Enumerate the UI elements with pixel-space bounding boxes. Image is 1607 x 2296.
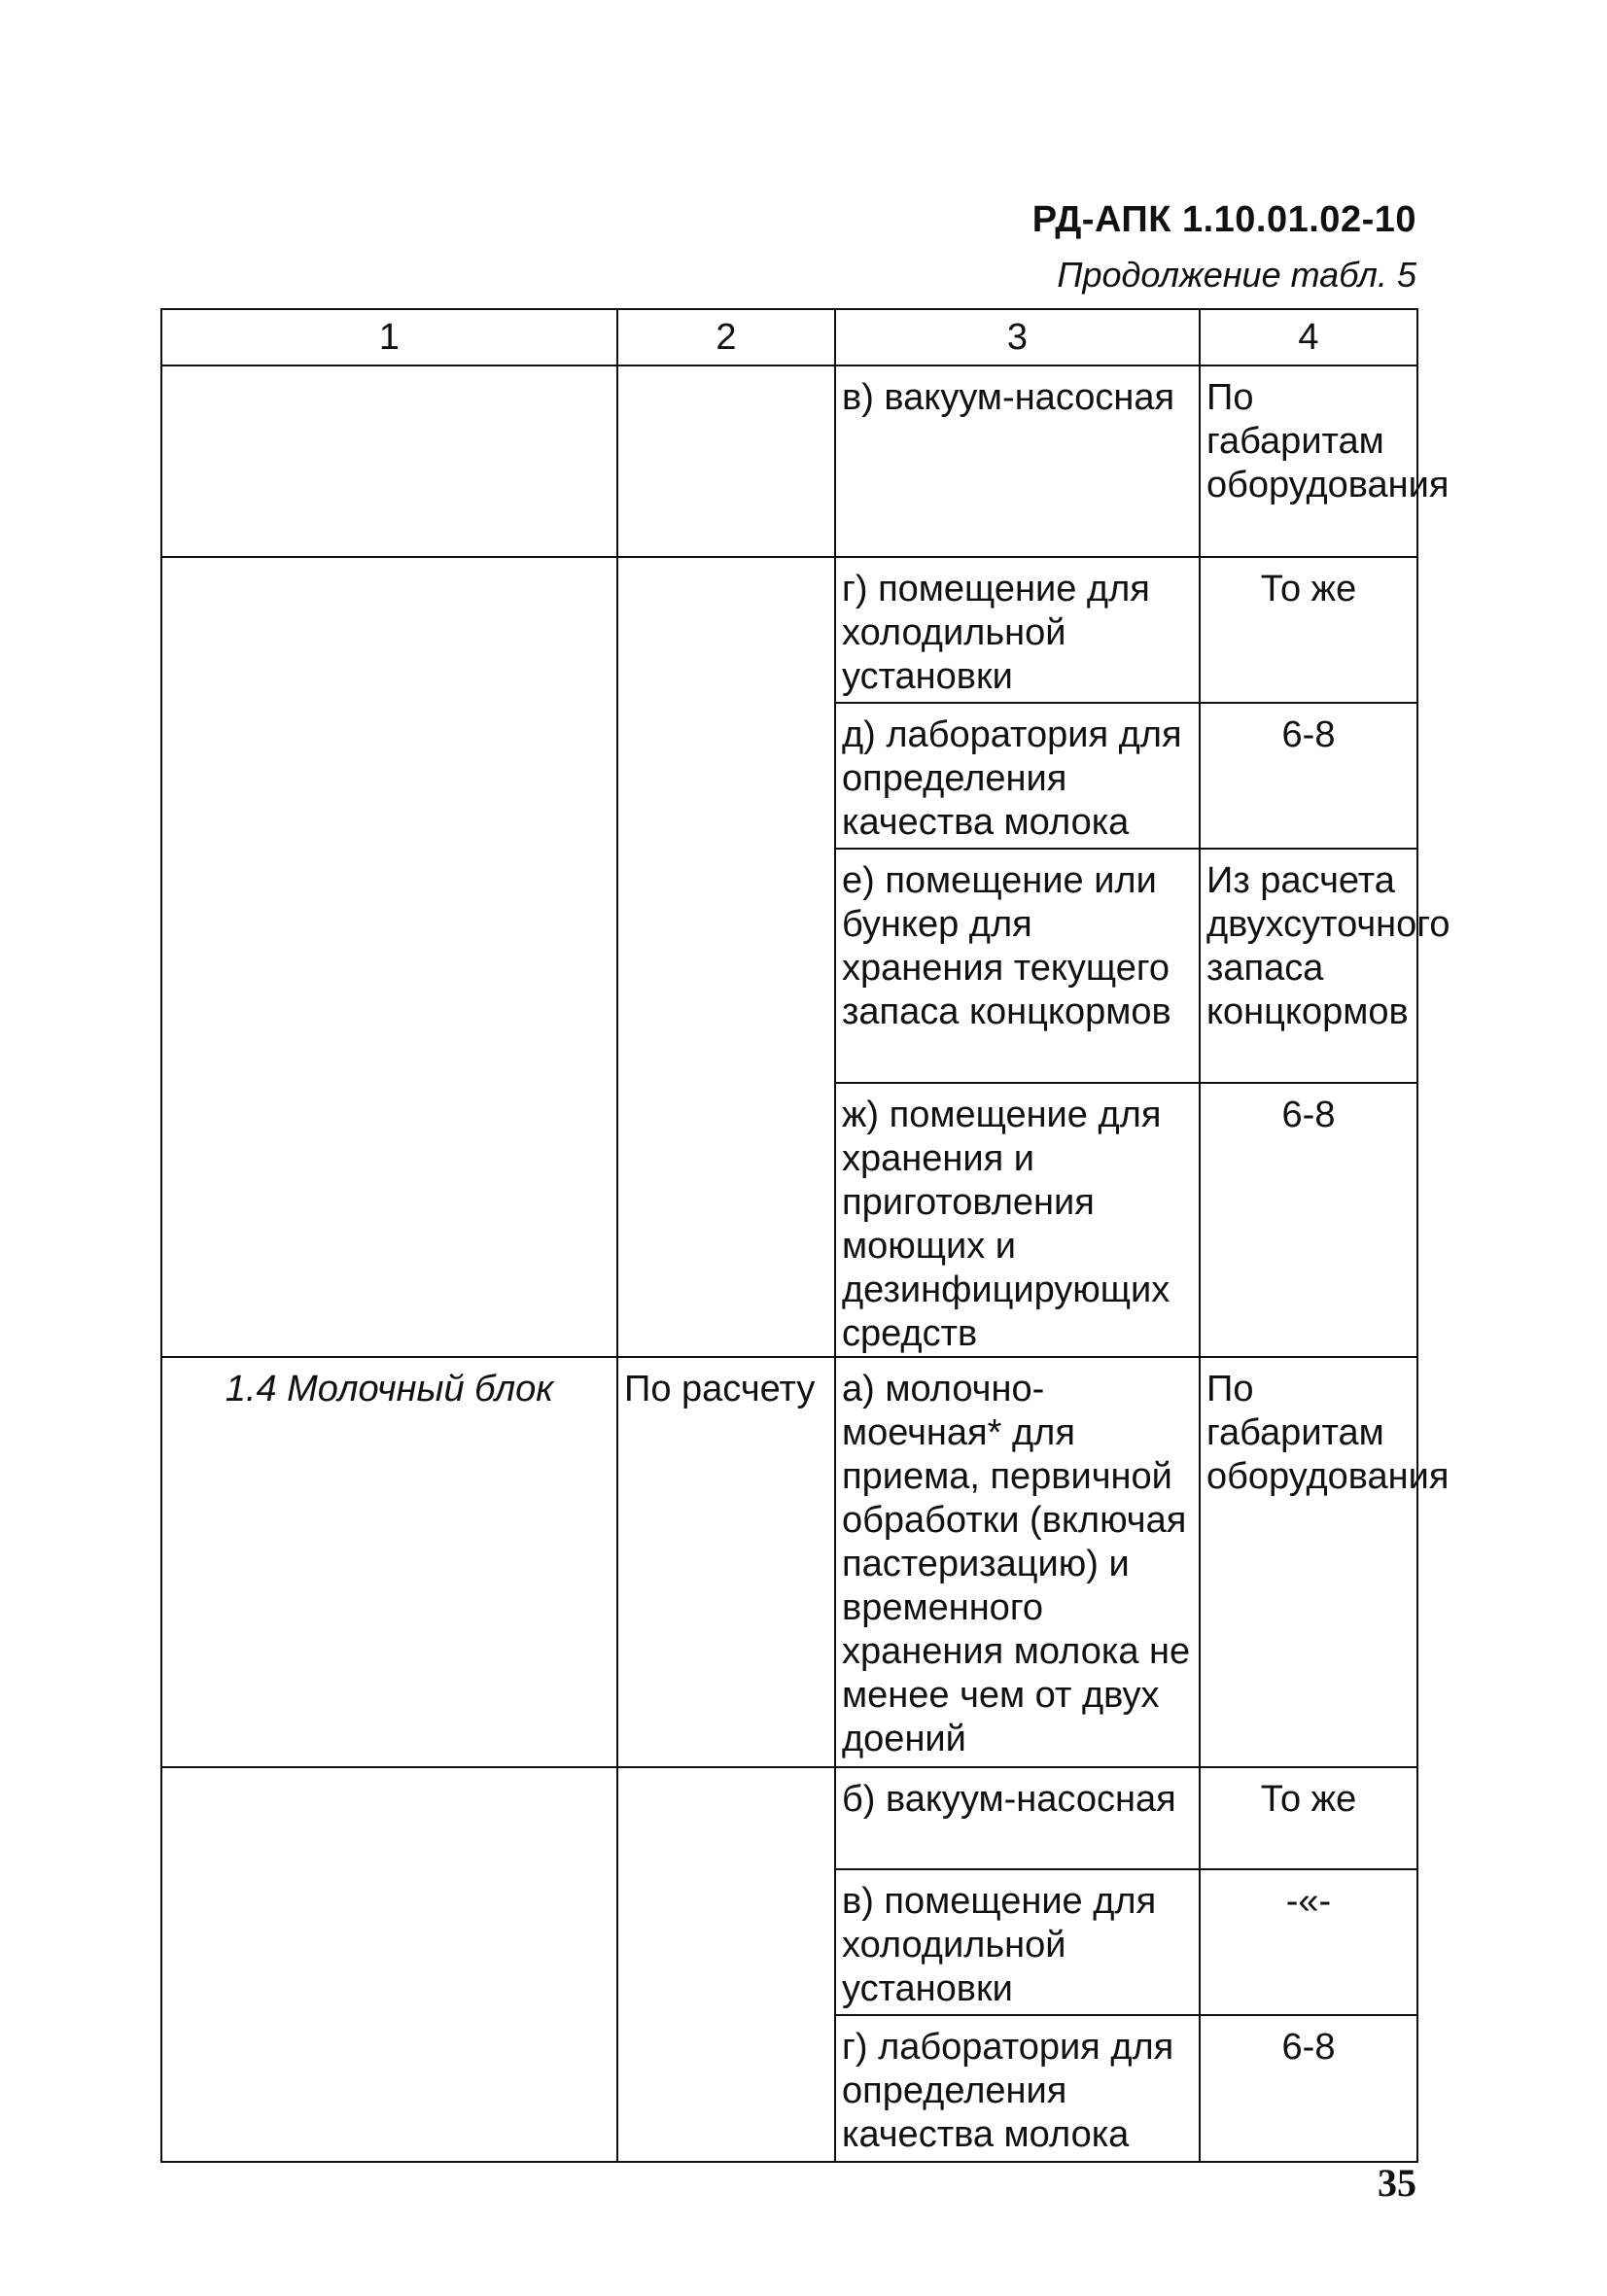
cell-section	[161, 1767, 617, 2162]
cell-area: 6-8	[1200, 1083, 1417, 1357]
cell-room: в) вакуум-насосная	[835, 365, 1200, 557]
cell-area: -«-	[1200, 1869, 1417, 2015]
cell-room: д) лаборатория для определения качества молока	[835, 703, 1200, 849]
cell-area: По габаритам оборудования	[1200, 365, 1417, 557]
table-row	[161, 365, 1417, 557]
cell-room: е) помещение или бункер для хранения текущего запаса концкормов	[835, 849, 1200, 1083]
table-continuation-label: Продолжение табл. 5	[1057, 255, 1416, 295]
page-number: 35	[1378, 2161, 1416, 2205]
cell-area: 6-8	[1200, 2015, 1417, 2162]
cell-area: То же	[1200, 1767, 1417, 1869]
cell-norm	[617, 557, 835, 1357]
table-header-row	[161, 309, 1417, 365]
cell-room: в) помещение для холодильной установки	[835, 1869, 1200, 2015]
cell-area: То же	[1200, 557, 1417, 703]
cell-norm	[617, 1767, 835, 2162]
cell-area: По габаритам оборудования	[1200, 1357, 1417, 1767]
document-code: РД-АПК 1.10.01.02-10	[1031, 199, 1416, 240]
column-header-4: 4	[1200, 309, 1417, 365]
cell-room: г) помещение для холодильной установки	[835, 557, 1200, 703]
cell-section	[161, 557, 617, 1357]
cell-area: 6-8	[1200, 703, 1417, 849]
table-row	[161, 1357, 1417, 1767]
table-row	[161, 1767, 1417, 1869]
column-header-1: 1	[161, 309, 617, 365]
cell-room: а) молочно-моечная* для приема, первичной обработки (включая пастеризацию) и временного хранения молока не менее чем от двух доений	[835, 1357, 1200, 1767]
cell-section	[161, 365, 617, 557]
cell-room: ж) помещение для хранения и приготовления моющих и дезинфицирующих средств	[835, 1083, 1200, 1357]
requirements-table	[160, 308, 1450, 2163]
cell-section: 1.4 Молочный блок	[161, 1357, 617, 1767]
column-header-2: 2	[617, 309, 835, 365]
table-row	[161, 557, 1417, 703]
cell-norm: По расчету	[617, 1357, 835, 1767]
cell-room: б) вакуум-насосная	[835, 1767, 1200, 1869]
cell-room: г) лаборатория для определения качества молока	[835, 2015, 1200, 2162]
column-header-3: 3	[835, 309, 1200, 365]
cell-area: Из расчета двухсуточного запаса концкормов	[1200, 849, 1417, 1083]
cell-norm	[617, 365, 835, 557]
